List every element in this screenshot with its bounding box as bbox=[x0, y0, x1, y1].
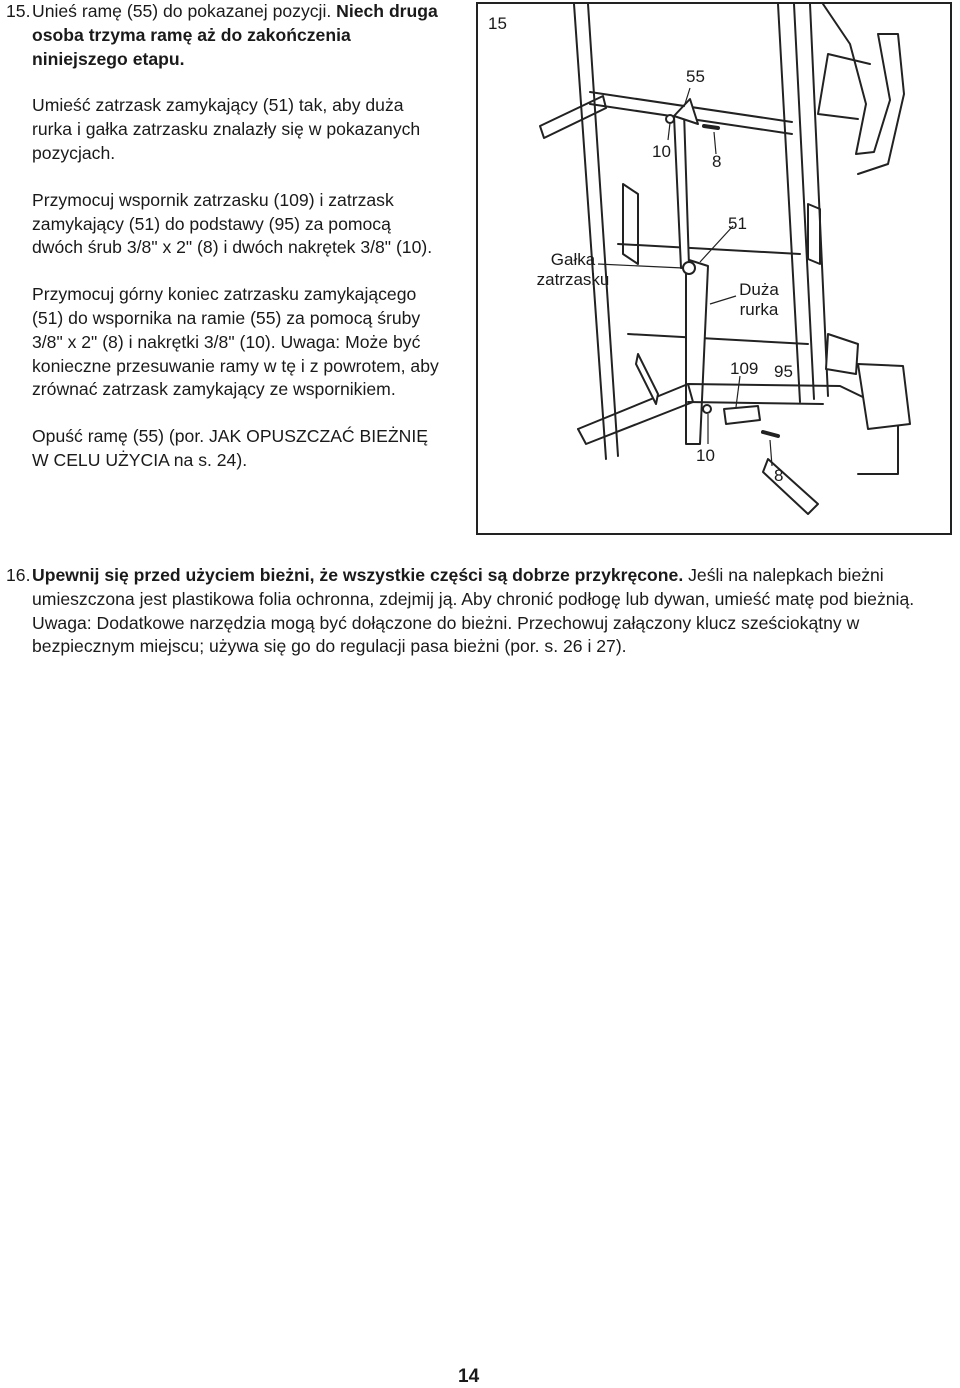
label-large-tube-line1: Duża bbox=[739, 280, 779, 299]
label-latch-knob-line1: Gałka bbox=[550, 250, 596, 269]
step-16-paragraph bbox=[6, 564, 956, 659]
step-15-paragraph-2: Przymocuj wspornik zatrzasku (109) i zatrzask zamykający (51) do podstawy (95) za pomocą dwóch śrub 3/8" x 2" (8) i dwóch nakrętek 3/8" (10). bbox=[32, 189, 433, 258]
step-15-paragraph-1: Umieść zatrzask zamykający (51) tak, aby duża rurka i gałka zatrzasku znalazły się w pokazanych pozycjach. bbox=[32, 95, 421, 163]
step-16-number: 16. bbox=[6, 565, 31, 585]
label-large-tube bbox=[734, 280, 784, 320]
label-latch-knob-line2: zatrzasku bbox=[536, 270, 610, 289]
step-16-instructions bbox=[6, 564, 956, 659]
step-15-intro bbox=[6, 0, 446, 71]
label-frame-55: 55 bbox=[686, 67, 705, 86]
step-15-paragraph-3: Przymocuj górny koniec zatrzasku zamykającego (51) do wspornika na ramie (55) za pomocą śruby 3/8" x 2" (8) i nakrętki 3/8" (10). Uwaga: Może być konieczne przesuwanie ramy w tę i z powrotem, aby zrównać zatrzask zamykający ze wspornikiem. bbox=[32, 284, 439, 400]
label-base-95: 95 bbox=[774, 362, 793, 381]
label-nut-10-top: 10 bbox=[652, 142, 671, 161]
assembly-figure bbox=[476, 2, 952, 535]
step-15-number: 15. bbox=[6, 1, 31, 21]
step-16-warning: Upewnij się przed użyciem bieżni, że wszystkie części są dobrze przykręcone. bbox=[32, 565, 684, 585]
label-bolt-8-bottom: 8 bbox=[774, 466, 784, 485]
label-bolt-8-top: 8 bbox=[712, 152, 722, 171]
step-15-warning: Niech druga osoba trzyma ramę aż do zakończenia niniejszego etapu. bbox=[32, 1, 438, 69]
step-15-instructions bbox=[6, 0, 446, 473]
label-nut-10-bottom: 10 bbox=[696, 446, 715, 465]
label-large-tube-line2: rurka bbox=[739, 300, 779, 319]
step-15-intro-text: Unieś ramę (55) do pokazanej pozycji. bbox=[32, 1, 332, 21]
step-15-paragraph-4: Opuść ramę (55) (por. JAK OPUSZCZAĆ BIEŻNIĘ W CELU UŻYCIA na s. 24). bbox=[32, 426, 428, 470]
label-bracket-109: 109 bbox=[730, 359, 759, 378]
label-latch-knob bbox=[528, 250, 618, 290]
page-number: 14 bbox=[458, 1366, 480, 1387]
step-16-text: Jeśli na nalepkach bieżni umieszczona jest plastikowa folia ochronna, zdejmij ją. Aby chronić podłogę lub dywan, umieść matę pod bieżnią. Uwaga: Dodatkowe narzędzia mogą być dołączone do bieżni. Przechowuj załączony klucz sześciokątny w bezpiecznym miejscu; używa się go do regulacji pasa bieżni (por. s. 26 i 27). bbox=[32, 565, 915, 657]
label-latch-51: 51 bbox=[728, 214, 747, 233]
figure-number: 15 bbox=[488, 14, 507, 33]
